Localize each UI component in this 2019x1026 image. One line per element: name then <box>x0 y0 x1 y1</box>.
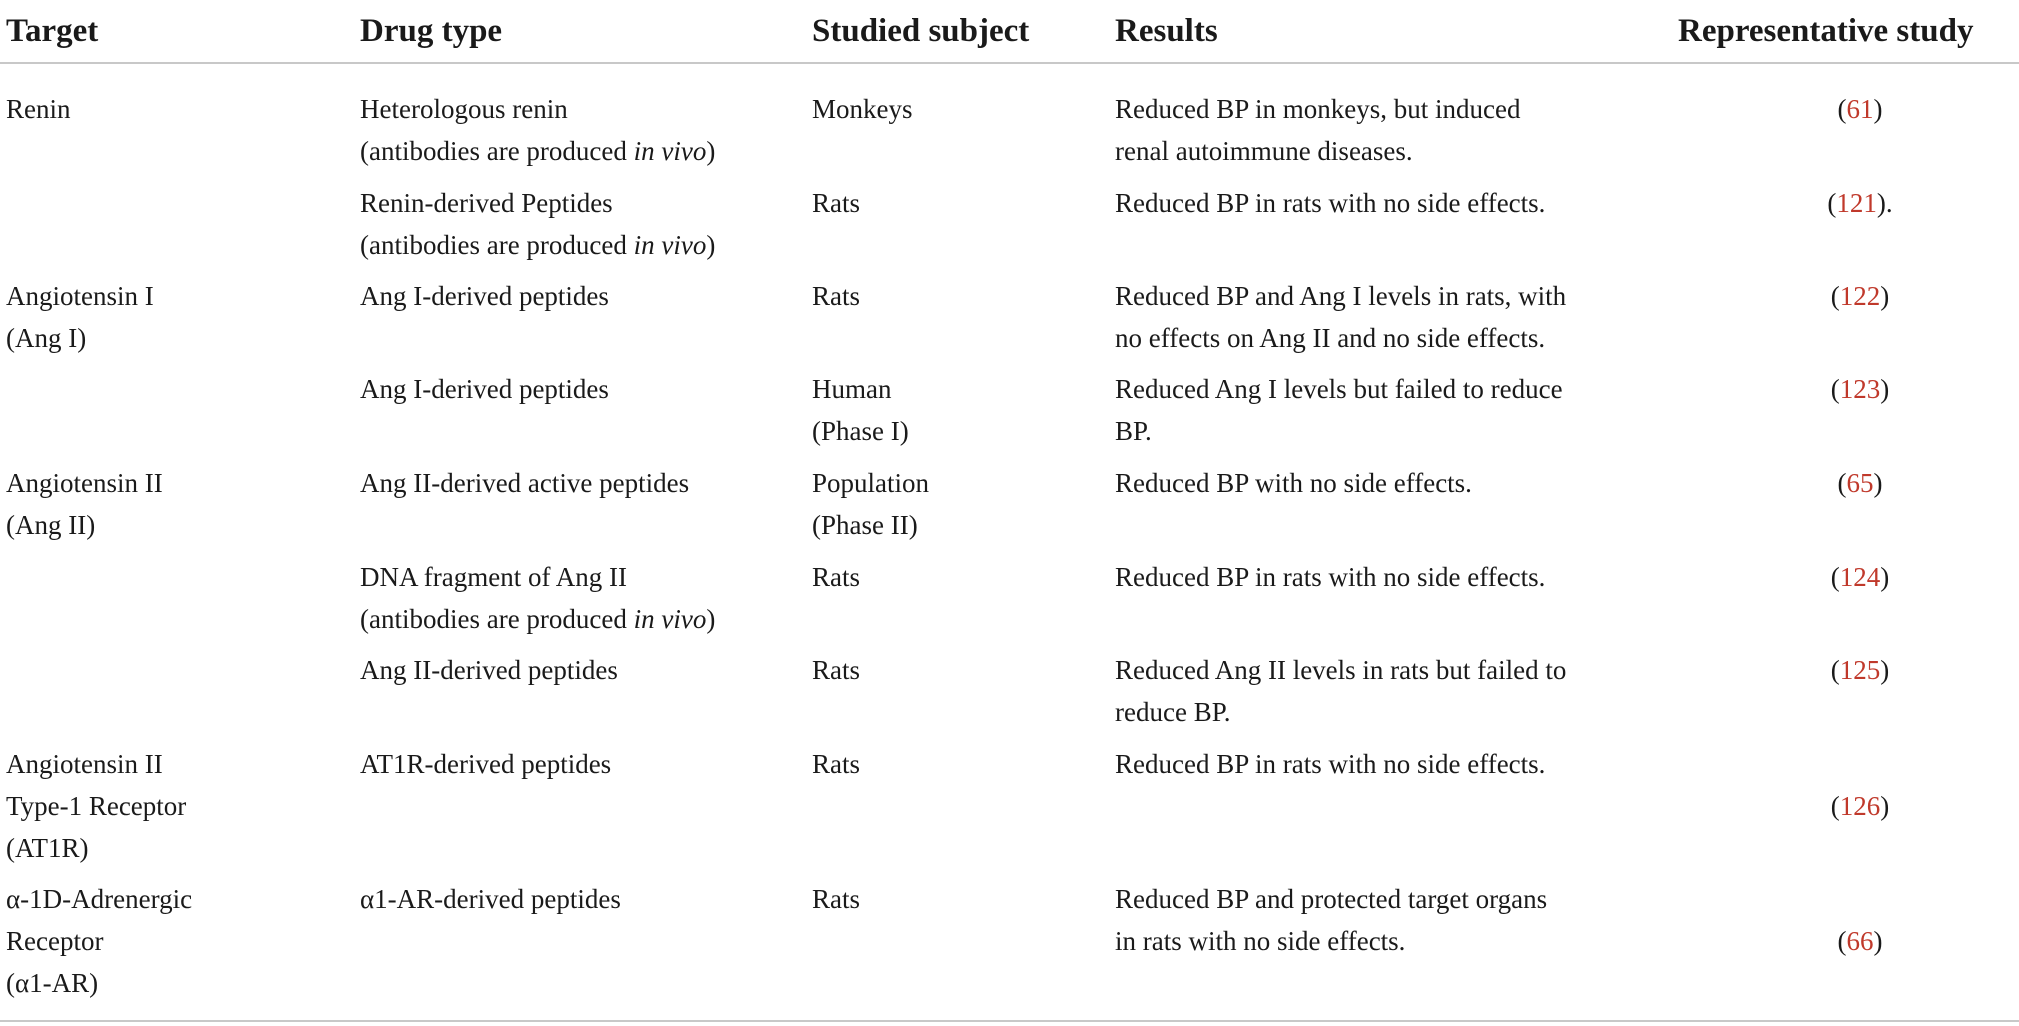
cell-representative-study: (66) <box>1837 926 1883 956</box>
subject-line: Rats <box>812 884 861 914</box>
table-bottom-rule <box>0 1020 2019 1022</box>
cell-representative-study: (121). <box>1827 188 1893 218</box>
drug-text: ) <box>706 604 716 634</box>
cell-drug-type <box>360 649 618 691</box>
cell-studied-subject <box>812 88 913 130</box>
subject-line: Human <box>812 374 892 404</box>
drug-text: ) <box>706 230 716 260</box>
cell-studied-subject <box>812 368 909 452</box>
result-line: Reduced BP with no side effects. <box>1115 468 1472 498</box>
cell-representative-study: (65) <box>1837 468 1883 498</box>
result-line: Reduced BP in monkeys, but induced <box>1115 94 1521 124</box>
target-line: α-1D-Adrenergic <box>6 884 193 914</box>
cell-representative-study: (122) <box>1830 281 1890 311</box>
target-line: (Ang II) <box>6 510 96 540</box>
cell-drug-type <box>360 878 621 920</box>
target-line: Angiotensin II <box>6 749 163 779</box>
result-line: no effects on Ang II and no side effects. <box>1115 323 1546 353</box>
cell-representative-study: (125) <box>1830 655 1890 685</box>
drug-italic-text: in vivo <box>633 604 707 634</box>
reference-link[interactable]: 126 <box>1839 791 1881 821</box>
cell-target <box>6 462 163 546</box>
target-line: (AT1R) <box>6 833 89 863</box>
cell-studied-subject <box>812 878 860 920</box>
target-line: Angiotensin I <box>6 281 154 311</box>
cell-target <box>6 275 154 359</box>
cell-drug-type <box>360 182 715 266</box>
target-line: (Ang I) <box>6 323 87 353</box>
drug-line: Ang I-derived peptides <box>360 374 609 404</box>
cell-results <box>1115 878 1547 962</box>
cell-drug-type <box>360 556 715 640</box>
drug-line <box>360 224 715 266</box>
drug-line <box>360 598 715 640</box>
cell-results <box>1115 556 1545 598</box>
drug-italic-text: in vivo <box>633 136 707 166</box>
result-line: Reduced BP in rats with no side effects. <box>1115 562 1546 592</box>
drug-text: (antibodies are produced <box>360 230 634 260</box>
target-line: Receptor <box>6 926 104 956</box>
drug-text: (antibodies are produced <box>360 136 634 166</box>
cell-studied-subject <box>812 556 860 598</box>
result-line: Reduced BP and Ang I levels in rats, with <box>1115 281 1567 311</box>
cell-drug-type <box>360 275 609 317</box>
subject-line: Rats <box>812 749 861 779</box>
subject-line: Rats <box>812 281 861 311</box>
cell-representative-study: (123) <box>1830 374 1890 404</box>
target-line: (α1-AR) <box>6 968 99 998</box>
cell-drug-type <box>360 88 715 172</box>
drug-line: Ang I-derived peptides <box>360 281 609 311</box>
subject-line: Rats <box>812 188 861 218</box>
reference-link[interactable]: 122 <box>1839 281 1881 311</box>
cell-studied-subject <box>812 182 860 224</box>
drug-line: α1-AR-derived peptides <box>360 884 621 914</box>
reference-suffix: . <box>1885 188 1893 218</box>
result-line: BP. <box>1115 416 1152 446</box>
drug-line: Ang II-derived peptides <box>360 655 618 685</box>
cell-results <box>1115 368 1563 452</box>
reference-link[interactable]: 65 <box>1846 468 1874 498</box>
header-results: Results <box>1115 12 1218 49</box>
cell-results <box>1115 275 1566 359</box>
cell-representative-study: (124) <box>1830 562 1890 592</box>
cell-representative-study: (61) <box>1837 94 1883 124</box>
cell-studied-subject <box>812 649 860 691</box>
subject-line: Rats <box>812 562 861 592</box>
reference-link[interactable]: 123 <box>1839 374 1881 404</box>
header-rule <box>0 62 2019 64</box>
reference-link[interactable]: 125 <box>1839 655 1881 685</box>
result-line: in rats with no side effects. <box>1115 926 1406 956</box>
cell-results <box>1115 649 1566 733</box>
reference-link[interactable]: 61 <box>1846 94 1874 124</box>
subject-line: Rats <box>812 655 861 685</box>
target-line: Angiotensin II <box>6 468 163 498</box>
result-line: renal autoimmune diseases. <box>1115 136 1413 166</box>
cell-drug-type <box>360 368 609 410</box>
result-line: reduce BP. <box>1115 697 1231 727</box>
cell-target <box>6 88 71 130</box>
drug-text: (antibodies are produced <box>360 604 634 634</box>
cell-drug-type <box>360 743 611 785</box>
subject-line: (Phase II) <box>812 510 918 540</box>
cell-results <box>1115 462 1472 504</box>
subject-line: Population <box>812 468 930 498</box>
target-line: Type-1 Receptor <box>6 791 187 821</box>
cell-results <box>1115 182 1545 224</box>
result-line: Reduced BP in rats with no side effects. <box>1115 749 1546 779</box>
header-representative-study: Representative study <box>1678 12 1974 49</box>
reference-link[interactable]: 121 <box>1836 188 1877 218</box>
header-drug-type: Drug type <box>360 12 503 49</box>
cell-studied-subject <box>812 743 860 785</box>
reference-link[interactable]: 66 <box>1846 926 1874 956</box>
header-target: Target <box>6 12 99 49</box>
result-line: Reduced Ang II levels in rats but failed to <box>1115 655 1567 685</box>
subject-line: (Phase I) <box>812 416 909 446</box>
target-line: Renin <box>6 94 71 124</box>
drug-italic-text: in vivo <box>633 230 707 260</box>
reference-link[interactable]: 124 <box>1839 562 1881 592</box>
drug-line: DNA fragment of Ang II <box>360 562 627 592</box>
result-line: Reduced BP and protected target organs <box>1115 884 1548 914</box>
cell-results <box>1115 743 1545 785</box>
drug-line: Renin-derived Peptides <box>360 188 613 218</box>
cell-studied-subject <box>812 462 929 546</box>
cell-results <box>1115 88 1520 172</box>
drug-text: ) <box>706 136 716 166</box>
drug-line: Ang II-derived active peptides <box>360 468 690 498</box>
header-studied-subject: Studied subject <box>812 12 1030 49</box>
drug-line: Heterologous renin <box>360 94 568 124</box>
result-line: Reduced BP in rats with no side effects. <box>1115 188 1546 218</box>
cell-target <box>6 878 192 1004</box>
drug-line: AT1R-derived peptides <box>360 749 612 779</box>
cell-drug-type <box>360 462 689 504</box>
cell-studied-subject <box>812 275 860 317</box>
result-line: Reduced Ang I levels but failed to reduce <box>1115 374 1563 404</box>
drug-line <box>360 130 715 172</box>
cell-representative-study: (126) <box>1830 791 1890 821</box>
subject-line: Monkeys <box>812 94 913 124</box>
cell-target <box>6 743 186 869</box>
